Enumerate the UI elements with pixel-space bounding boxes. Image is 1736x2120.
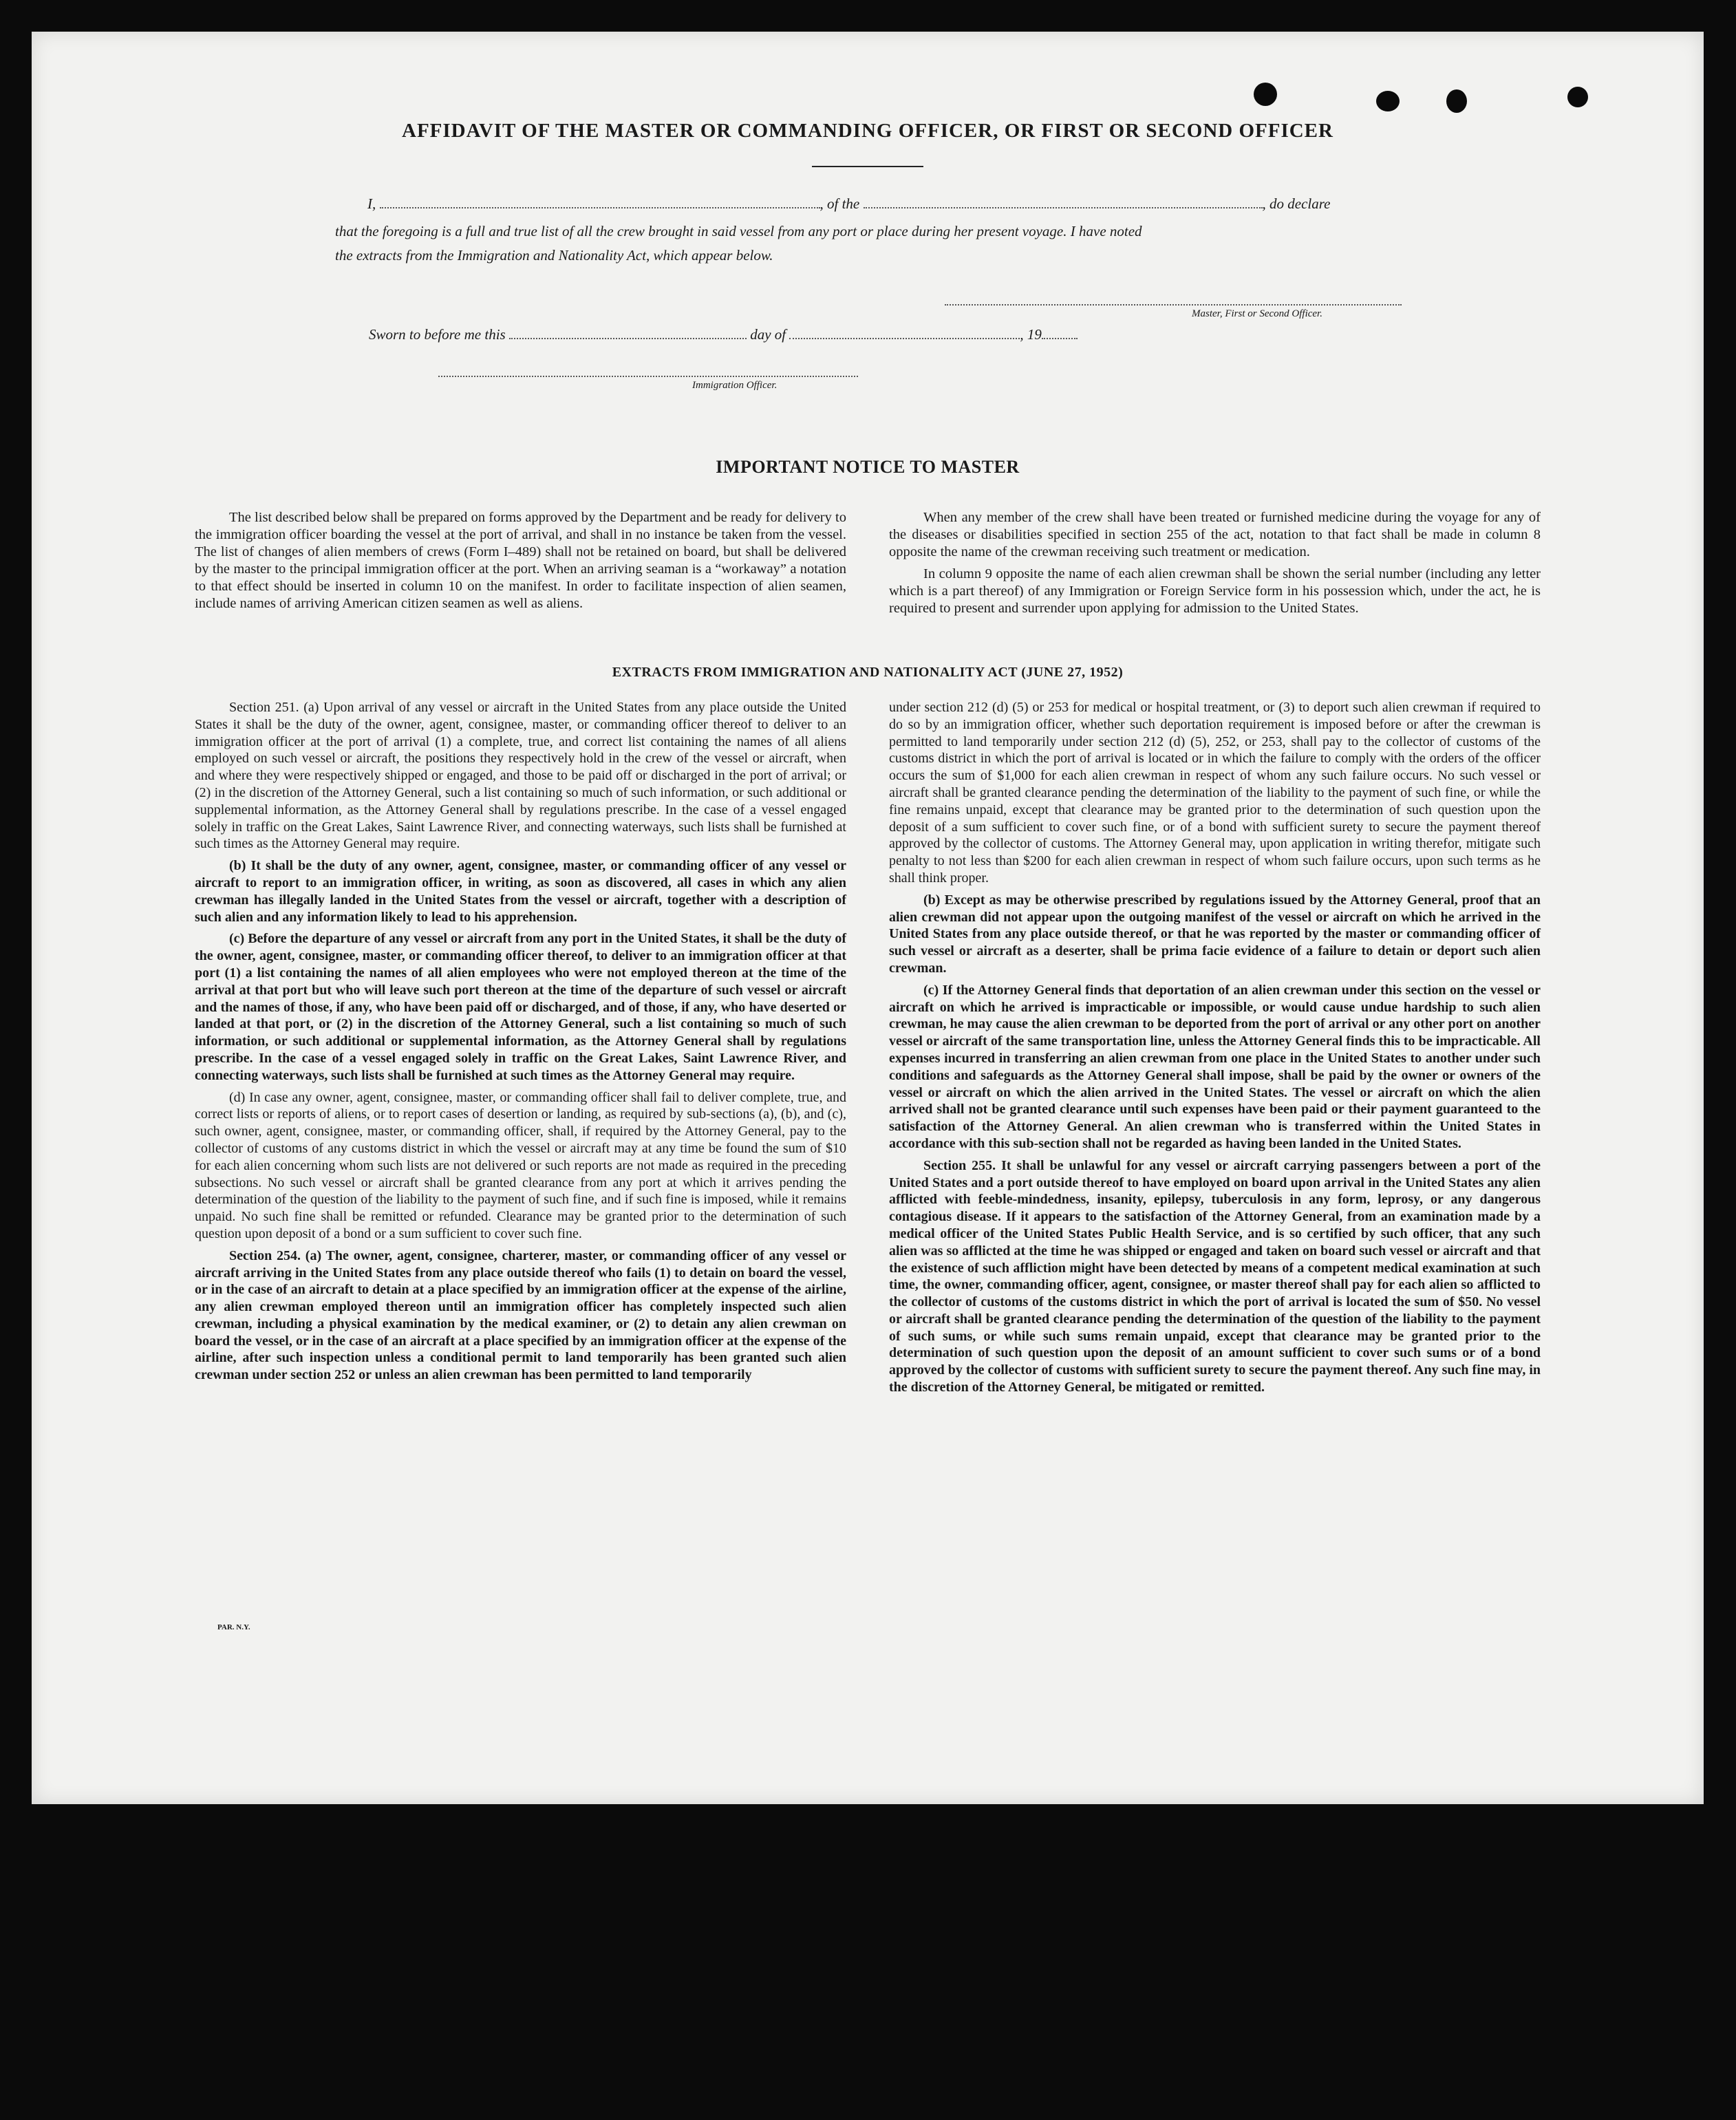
extract-paragraph: Section 251. (a) Upon arrival of any vessel or aircraft in the United States from any place outside the United States it shall be the duty of the owner, agent, consignee, master, or commanding officer thereof to deliver to an immigration officer at the port of arrival (1) a complete, true, and correct list containing the names of all aliens employed on such vessel or aircraft, the positions they respectively hold in the crew of the vessel or aircraft, when and where they were respectively shipped or engaged, and those to be paid off or discharged in the port of arrival; or (2) in the discretion of the Attorney General, such a list containing so much of such information, or such additional or supplemental information, as the Attorney General shall by regulations prescribe. In the case of a vessel engaged solely in traffic on the Great Lakes, Saint Lawrence River, and connecting waterways, such lists shall be furnished at such times as the Attorney General may require. xyxy=(195,700,846,852)
extracts-right-column xyxy=(889,699,1541,1401)
extract-paragraph: (c) If the Attorney General finds that deportation of an alien crewman under this section on the vessel or aircraft on which he arrived is impracticable or impossible, or would cause undue hardship to such alien crewman, he may cause the alien crewman to be deported from the port of arrival or any other port on another vessel or aircraft of the same transportation line, unless the Attorney General finds this to be impracticable. All expenses incurred in transferring an alien crewman from one place in the United States to another under such conditions and safeguards as the Attorney General shall impose, shall be paid by the owner or owners of the vessel or aircraft on which the alien arrived in the United States. The vessel or aircraft on which the alien arrived shall not be granted clearance until such expenses have been paid or their payment guaranteed to the satisfaction of the Attorney General. An alien crewman who is transferred within the United States in accordance with this sub-section shall not be regarded as having been landed in the United States. xyxy=(889,982,1541,1151)
punch-hole xyxy=(1567,87,1588,107)
affidavit-of-the: , of the xyxy=(819,195,860,212)
immigration-officer-signature-line[interactable] xyxy=(438,376,858,377)
sworn-line xyxy=(369,326,1078,343)
extracts-left-column xyxy=(195,699,846,1389)
sworn-day-of: day of xyxy=(750,326,786,343)
sworn-year-field[interactable] xyxy=(1042,328,1078,339)
master-signature-line[interactable] xyxy=(945,304,1402,306)
punch-hole xyxy=(1446,89,1467,113)
title-rule xyxy=(812,166,923,167)
affidavit-title: AFFIDAVIT OF THE MASTER OR COMMANDING OFFICER, OR FIRST OR SECOND OFFICER xyxy=(402,120,1333,142)
notice-left-column xyxy=(195,509,846,617)
affidavit-do-declare: , do declare xyxy=(1262,195,1331,212)
affidavit-line-3: the extracts from the Immigration and Nationality Act, which appear below. xyxy=(335,247,773,264)
sworn-month-field[interactable] xyxy=(789,328,1020,339)
affidavit-line-2: that the foregoing is a full and true list of all the crew brought in said vessel from any port or place during her present voyage. I have noted xyxy=(335,223,1142,239)
sworn-text: Sworn to before me this xyxy=(369,326,506,343)
extract-paragraph: under section 212 (d) (5) or 253 for medical or hospital treatment, or (3) to deport such alien crewman if required to do so by an immigration officer, whether such deportation requirement is imposed before or after the crewman is permitted to land temporarily under section 212 (d) (5), 252, or 253, shall pay to the collector of customs of the customs district in which the port of arrival is located or in which the failure to comply with the orders of the officer occurs the sum of $1,000 for each alien crewman in respect of whom any such failure occurs. No such vessel or aircraft shall be granted clearance pending the determination of the liability to the payment of such fine, or while the fine remains unpaid, except that clearance may be granted prior to the determination of such question upon the deposit of a sum sufficient to cover such fine, or of a bond with sufficient surety to secure the payment thereof approved by the collector of customs. The Attorney General may, upon application in writing therefor, mitigate such penalty to not less than $200 for each alien crewman in respect of whom such failure occurs, upon such terms as he shall think proper. xyxy=(889,700,1541,886)
printer-mark: PAR. N.Y. xyxy=(217,1623,250,1631)
affidavit-line-1 xyxy=(367,195,1434,213)
extract-paragraph: Section 254. (a) The owner, agent, consignee, charterer, master, or commanding officer of any vessel or aircraft arriving in the United States from any place outside thereof who fails (1) to detain on board the vessel, or in the case of an aircraft to detain at a place specified by an immigration officer at the expense of the airline, any alien crewman employed thereon until an immigration officer has completely inspected such alien crewman, including a physical examination by the medical examiner, or (2) to detain any alien crewman on board the vessel, or in the case of an aircraft at a place specified by an immigration officer at the expense of the airline, after such inspection unless a conditional permit to land temporarily has been granted such alien crewman under section 252 or unless an alien crewman has been permitted to land temporarily xyxy=(195,1248,846,1383)
notice-left-paragraph: The list described below shall be prepared on forms approved by the Department and be ready for delivery to the immigration officer boarding the vessel at the port of arrival, and shall in no instance be taken from the vessel. The list of changes of alien members of crews (Form I–489) shall not be retained on board, but shall be delivered by the master to the principal immigration officer at the port. When an arriving seaman is a “workaway” a notation to that effect should be inserted in column 10 on the manifest. In order to facilitate inspection of alien seamen, include names of arriving American citizen seamen as well as aliens. xyxy=(195,510,846,611)
extract-paragraph: (b) Except as may be otherwise prescribed by regulations issued by the Attorney General, proof that an alien crewman did not appear upon the outgoing manifest of the vessel or aircraft on which he arrived in the United States from any place outside thereof, or that he was reported by the master or commanding officer of such vessel or aircraft as a deserter, shall be prima facie evidence of a failure to detain or deport such alien crewman. xyxy=(889,892,1541,976)
sworn-day-field[interactable] xyxy=(509,328,747,339)
extract-paragraph: (b) It shall be the duty of any owner, agent, consignee, master, or commanding officer of any vessel or aircraft to report to an immigration officer, in writing, as soon as discovered, all cases in which any alien crewman has illegally landed in the United States from the vessel or aircraft, together with a description of such alien and any information likely to lead to his apprehension. xyxy=(195,858,846,925)
notice-right-paragraph: When any member of the crew shall have been treated or furnished medicine during the voyage for any of the diseases or disabilities specified in section 255 of the act, notation to that fact shall be made in column 8 opposite the name of the crewman receiving such treatment or medication. xyxy=(889,510,1541,559)
immigration-officer-label: Immigration Officer. xyxy=(692,380,778,391)
notice-right-paragraph: In column 9 opposite the name of each alien crewman shall be shown the serial number (including any letter which is a part thereof) of any Immigration or Foreign Service form in his possession which, under the act, he is required to present and surrender upon applying for admission to the United States. xyxy=(889,566,1541,616)
vessel-field[interactable] xyxy=(864,197,1263,208)
punch-hole xyxy=(1254,83,1277,106)
master-signature-label: Master, First or Second Officer. xyxy=(1192,308,1322,319)
extracts-title: EXTRACTS FROM IMMIGRATION AND NATIONALITY ACT (JUNE 27, 1952) xyxy=(612,665,1124,680)
punch-hole xyxy=(1376,91,1400,111)
affidavit-i: I, xyxy=(367,195,376,212)
name-field[interactable] xyxy=(380,197,820,208)
extract-paragraph: (c) Before the departure of any vessel or aircraft from any port in the United States, it shall be the duty of the owner, agent, consignee, master, or commanding officer thereof, to deliver to an immigration officer at that port (1) a list containing the names of all alien employees who were not employed thereon at the time of the arrival at that port but who will leave such port thereon at the time of the departure of such vessel or aircraft and the names of those, if any, who have been paid off or discharged, and of those, if any, who have deserted or landed at that port, or (2) in the discretion of the Attorney General, such a list containing so much of such information, or such additional or supplemental information, as the Attorney General shall by regulations prescribe. In the case of a vessel engaged solely in traffic on the Great Lakes, Saint Lawrence River, and connecting waterways, such lists shall be furnished at such times as the Attorney General may require. xyxy=(195,931,846,1083)
document-page xyxy=(32,32,1704,1804)
notice-right-column xyxy=(889,509,1541,622)
sworn-year-prefix: , 19 xyxy=(1020,326,1042,343)
extract-paragraph: (d) In case any owner, agent, consignee, master, or commanding officer shall fail to deliver complete, true, and correct lists or reports of aliens, or to report cases of desertion or landing, as required by sub-sections (a), (b), and (c), such owner, agent, consignee, master, or commanding officer, shall, if required by the Attorney General, pay to the collector of customs of any customs district in which the vessel or aircraft may at any time be found the sum of $10 for each alien concerning whom such lists are not delivered or such reports are not made as required in the preceding subsections. No such vessel or aircraft shall be granted clearance from any port at which it arrives pending the determination of the question of the liability to the payment of such fine, and if such fine is imposed, while it remains unpaid. No such fine shall be remitted or refunded. Clearance may be granted prior to the determination of such question upon deposit of a bond or a sum sufficient to cover such fine. xyxy=(195,1089,846,1241)
extract-paragraph: Section 255. It shall be unlawful for any vessel or aircraft carrying passengers between a port of the United States and a port outside thereof to have employed on board upon arrival in the United States any alien afflicted with feeble-mindedness, insanity, epilepsy, tuberculosis in any form, leprosy, or any dangerous contagious disease. If it appears to the satisfaction of the Attorney General, from an examination made by a medical officer of the United States Public Health Service, and is so certified by such officer, that any such alien was so afflicted at the time he was shipped or engaged and taken on board such vessel or aircraft and that the existence of such affliction might have been detected by means of a competent medical examination at such time, the owner, commanding officer, agent, consignee, or master thereof shall pay for each alien so afflicted to the collector of customs of the customs district in which the port of arrival is located the sum of $50. No vessel or aircraft shall be granted clearance pending the determination of the question of the liability to the payment of such sums, or while such sums remain unpaid, except that clearance may be granted prior to the determination of such question upon the deposit of an amount sufficient to cover such sums or of a bond approved by the collector of customs with sufficient surety to secure the payment thereof. Any such fine may, in the discretion of the Attorney General, be mitigated or remitted. xyxy=(889,1157,1541,1395)
notice-title: IMPORTANT NOTICE TO MASTER xyxy=(716,457,1020,477)
